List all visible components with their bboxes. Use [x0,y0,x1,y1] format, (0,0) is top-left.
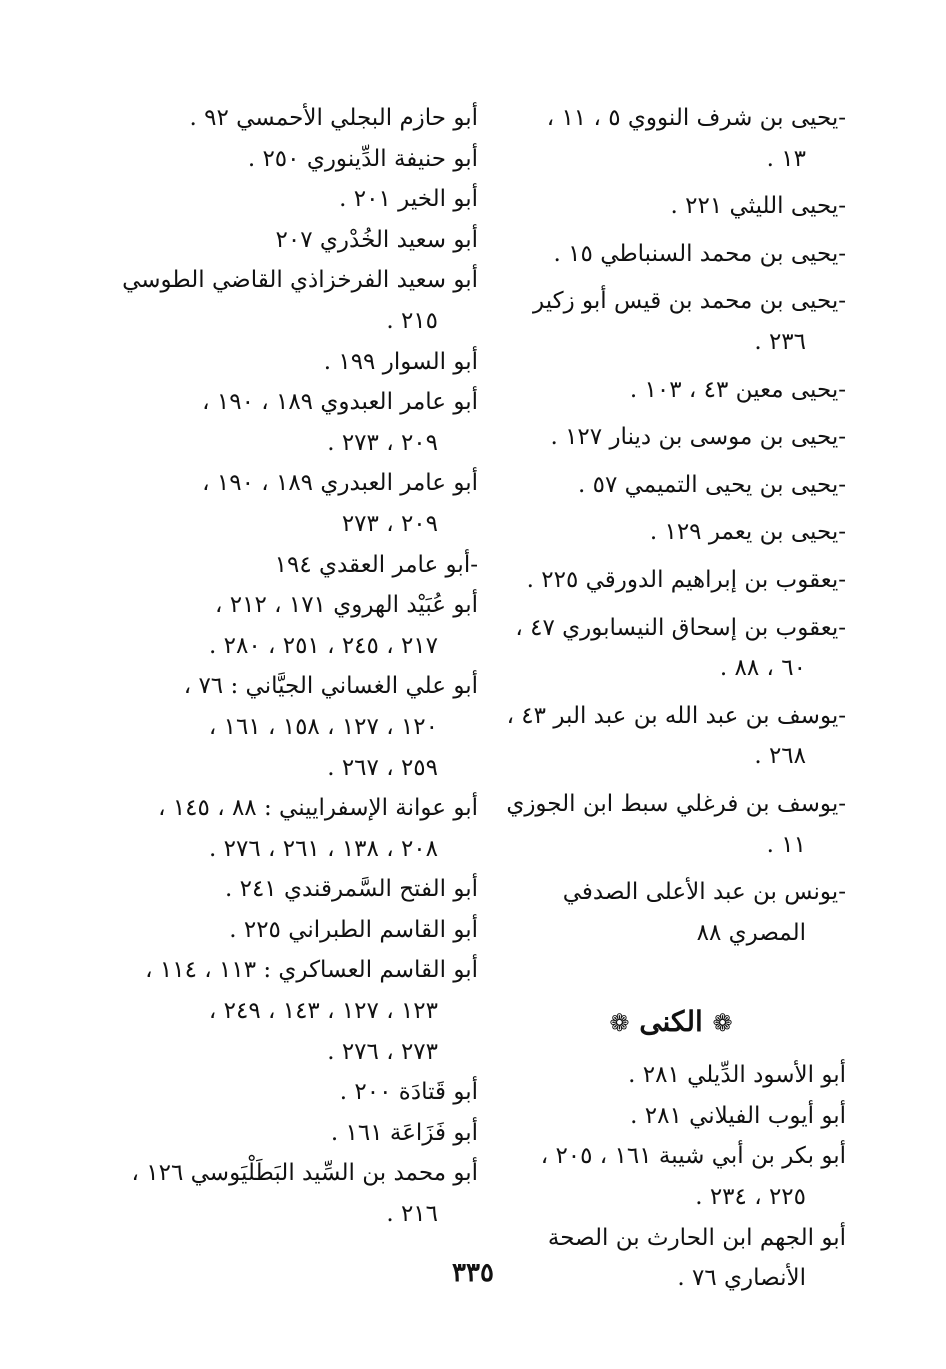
index-column-left [122,98,478,1235]
index-entry-text: -أبو عامر العقدي ١٩٤ [274,551,478,578]
page-number: ٣٣٥ [452,1258,494,1288]
index-entry [128,585,478,666]
index-entry-text: -يعقوب بن إسحاق النيسابوري ٤٧ ، [515,614,846,641]
entry-spacer [496,505,846,512]
index-entry [496,608,846,689]
index-entry-text: أبو عامر العبدوي ١٨٩ ، ١٩٠ ، [202,389,478,416]
section-title: الكنى [639,1005,703,1039]
index-entry-continuation: ١٢٠ ، ١٢٧ ، ١٥٨ ، ١٦١ ، [208,713,438,740]
index-entry [496,512,846,553]
index-entry [496,696,846,777]
index-entry [128,1153,478,1234]
entry-spacer [496,865,846,872]
index-entry-text: -يوسف بن فرغلي سبط ابن الجوزي [506,790,846,817]
index-entry [496,1096,846,1137]
index-entry-continuation: ١١ . [766,831,806,858]
index-entry [128,463,478,544]
index-entry-continuation: ٦٠ ، ٨٨ . [719,655,806,682]
right-entries-list [496,98,846,960]
index-entry-text: -يحيى معين ٤٣ ، ١٠٣ . [629,376,846,403]
index-entry [496,186,846,227]
index-entry-text: -يحيى بن محمد بن قيس أبو زكير [533,288,846,315]
index-entry-text: أبو أيوب الفيلاني ٢٨١ . [630,1102,846,1129]
index-entry-text: -يونس بن عبد الأعلى الصدفي [562,879,846,906]
index-entry-text: أبو عوانة الإسفراييني : ٨٨ ، ١٤٥ ، [158,795,478,822]
index-entry-text: أبو الخير ٢٠١ . [339,186,478,213]
index-entry-text: أبو القاسم العساكري : ١١٣ ، ١١٤ ، [145,957,478,984]
entry-spacer [496,458,846,465]
index-entry [496,370,846,411]
entry-spacer [496,777,846,784]
entry-spacer [496,227,846,234]
index-entry-text: أبو عامر العبدري ١٨٩ ، ١٩٠ ، [202,470,478,497]
index-entry [496,417,846,458]
index-entry-text: -يحيى بن يحيى التميمي ٥٧ . [577,471,846,498]
index-entry-text: أبو حازم البجلي الأحمسي ٩٢ . [189,105,478,131]
index-column-right [496,98,846,1299]
index-entry-continuation: ٢٠٩ ، ٢٧٣ . [327,429,438,456]
ornament-open-icon: ❁ [712,1009,733,1038]
index-entry [128,666,478,788]
left-entries-list [122,98,478,1235]
index-entry-text: أبو علي الغساني الجيَّاني : ٧٦ ، [183,673,478,700]
index-entry [128,342,478,383]
index-entry [128,869,478,910]
index-entry-text: أبو حنيفة الدِّينوري ٢٥٠ . [247,145,478,172]
index-entry [128,910,478,951]
index-entry-text: أبو عُبَيْد الهروي ١٧١ ، ٢١٢ ، [215,592,478,619]
section-heading-kuna [496,1000,846,1045]
entry-spacer [496,953,846,960]
index-entry-continuation: ٢٣٦ . [754,328,806,355]
index-entry [128,1072,478,1113]
index-entry [496,234,846,275]
entry-spacer [496,274,846,281]
index-entry-text: أبو السوار ١٩٩ . [323,348,478,375]
index-entry-text: -يعقوب بن إبراهيم الدورقي ٢٢٥ . [526,566,846,593]
index-entry-text: أبو قَتادَة ٢٠٠ . [339,1079,478,1106]
index-entry [496,281,846,362]
index-entry [128,950,478,1072]
index-entry-continuation: ٢٠٨ ، ١٣٨ ، ٢٦١ ، ٢٧٦ . [208,835,438,862]
index-entry-text: أبو بكر بن أبي شيبة ١٦١ ، ٢٠٥ ، [540,1143,846,1170]
index-entry-continuation: ٢١٥ . [386,307,438,334]
index-entry [128,382,478,463]
index-entry [496,98,846,179]
entry-spacer [496,363,846,370]
index-entry-continuation: ١٢٣ ، ١٢٧ ، ١٤٣ ، ٢٤٩ ، [208,998,438,1025]
index-entry-text: -يحيى بن شرف النووي ٥ ، ١١ ، [546,105,846,131]
index-entry-text: أبو فَزَاعَة ١٦١ . [330,1119,478,1146]
index-entry [496,1055,846,1096]
index-entry [128,545,478,586]
index-entry-text: أبو سعيد الفرخزاذي القاضي الطوسي [122,267,478,294]
index-entry [496,872,846,953]
index-entry-continuation: المصري ٨٨ [696,919,806,946]
index-entry [128,98,478,139]
index-entry-continuation: ١٣ . [766,145,806,172]
index-entry-text: أبو الأسود الدِّيلي ٢٨١ . [628,1062,846,1089]
index-entry [128,139,478,180]
index-entry-text: -يحيى بن موسى بن دينار ١٢٧ . [550,424,846,451]
index-entry-text: أبو الجهم ابن الحارث بن الصحة [547,1224,846,1251]
index-entry-text: -يحيى الليثي ٢٢١ . [670,193,846,220]
index-entry-continuation: ٢٧٣ ، ٢٧٦ . [327,1038,438,1065]
index-entry-text: أبو سعيد الخُدْري ٢٠٧ [275,226,478,253]
index-entry-text: أبو محمد بن السِّيد البَطَلْيَوسي ١٢٦ ، [131,1160,478,1187]
index-entry-continuation: ٢٥٩ ، ٢٦٧ . [327,754,438,781]
index-entry-continuation: ٢٢٥ ، ٢٣٤ . [695,1184,806,1211]
entry-spacer [496,179,846,186]
entry-spacer [496,689,846,696]
index-entry-text: -يحيى بن محمد السنباطي ١٥ . [553,240,846,267]
index-entry-continuation: ٢١٧ ، ٢٤٥ ، ٢٥١ ، ٢٨٠ . [208,632,438,659]
index-entry [496,465,846,506]
index-entry-continuation: ٢٦٨ . [754,743,806,770]
index-entry-text: أبو القاسم الطبراني ٢٢٥ . [229,916,478,943]
index-entry [128,1113,478,1154]
index-entry-continuation: ٢١٦ . [386,1201,438,1228]
index-entry [122,260,478,341]
ornament-close-icon: ❁ [609,1009,630,1038]
entry-spacer [496,601,846,608]
index-entry-text: -يحيى بن يعمر ١٢٩ . [649,519,846,546]
index-entry [128,220,478,261]
index-entry [128,788,478,869]
index-entry-text: -يوسف بن عبد الله بن عبد البر ٤٣ ، [506,702,846,729]
index-entry [128,179,478,220]
index-entry [496,560,846,601]
entry-spacer [496,410,846,417]
index-entry-continuation: ٢٠٩ ، ٢٧٣ [341,510,438,537]
index-entry-text: أبو الفتح السَّمرقندي ٢٤١ . [224,876,478,903]
entry-spacer [496,553,846,560]
index-entry-continuation: الأنصاري ٧٦ . [677,1265,806,1292]
index-entry [496,784,846,865]
index-entry [496,1136,846,1217]
